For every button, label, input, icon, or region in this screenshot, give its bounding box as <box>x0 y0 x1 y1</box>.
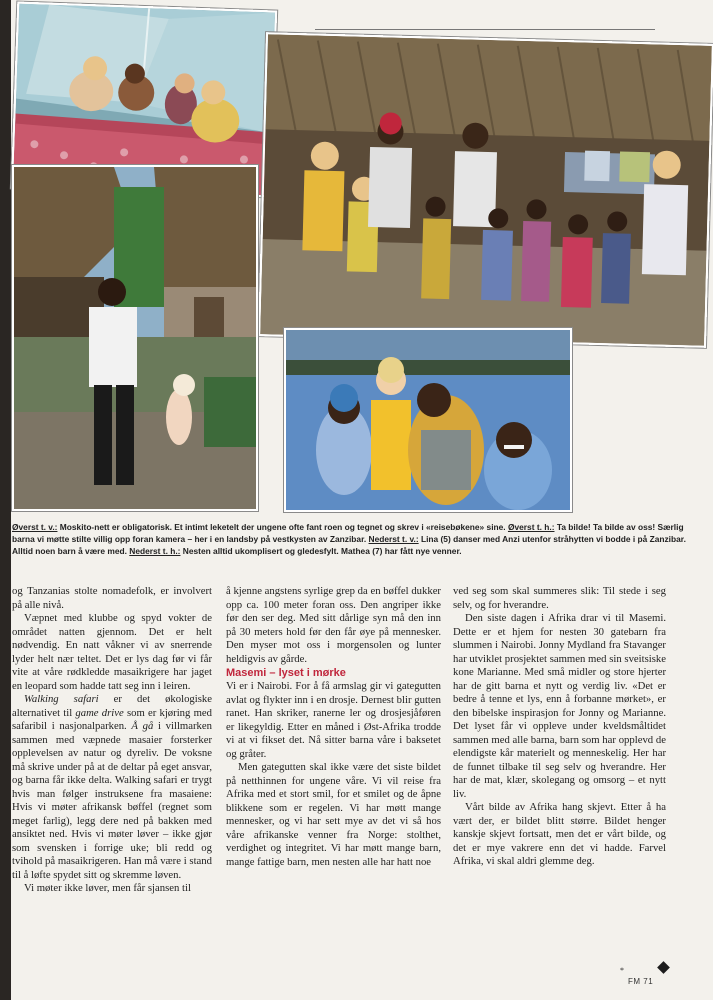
end-mark-icon <box>657 961 670 974</box>
paragraph: og Tanzanias stolte nomadefolk, er involvert på alle nivå. <box>12 585 212 611</box>
caption-label-bottom-right: Nederst t. h.: <box>129 546 181 556</box>
text: i villmarken sammen med væpnede masaier forsterker opplevelsen av natur og dyreliv. De voksne må skrive under på at de deltar på eget ansvar, og barna får ikke delta. Walking safari er trygt hvis man følger instruksene fra masaiene: Hvis vi møter afrikansk bøffel (regnet som meget farlig), legg dere ned på bakken med ansiktet ned. Hvis vi møter løver – ikke gjør som svensken i forrige uke; bli redd og tvihold på masaikrigeren. Han må være i stand til å løfte spydet sitt og skremme løven. <box>12 720 212 881</box>
paragraph: Vi møter ikke løver, men får sjansen til <box>24 882 191 894</box>
paragraph <box>12 693 212 882</box>
caption-text-bottom-left: Lina (5) danser med Anzi utenfor stråhytten vi bodde i på Zanzibar. Alltid noen barn å være med. <box>12 534 686 556</box>
caption-label-top-right: Øverst t. h.: <box>507 522 555 532</box>
emphasis: Å gå <box>131 720 154 732</box>
text-column-2 <box>226 585 441 869</box>
caption-text-top-left: Moskito-nett er obligatorisk. Et intimt leketelt der ungene ofte fant roen og tegnet og skrev i «reisebøkene» sine. <box>57 522 508 532</box>
caption-text-bottom-right: Nesten alltid ukomplisert og gledesfylt. Mathea (7) har fått nye venner. <box>180 546 462 556</box>
paragraph: Vårt bilde av Afrika hang skjevt. Etter å ha vært der, er bildet blitt større. Bildet henger kanskje skjevt fortsatt, men det er vårt bilde, og det er mye vakrere enn det vi hadde. Farvel Afrika, vi skal aldri glemme deg. <box>453 801 666 867</box>
header-rule <box>315 29 655 30</box>
photo-village <box>258 32 713 348</box>
page-folio: FM 71 <box>628 977 654 986</box>
caption-text-top-right: Ta bilde! Ta bilde av oss! Særlig barna vi møtte stilte villig opp foran kamera – her i en landsby på vestkysten av Zanzibar. <box>12 522 684 544</box>
paragraph: Den siste dagen i Afrika drar vi til Masemi. Dette er et hjem for nesten 30 gatebarn fra slummen i Nairobi. Jonny Mydland fra Stavanger har utviklet prosjektet sammen med sin sveitsiske kone Marianne. Med små midler og store hjerter har de gitt barna et nytt og verdig liv. «Det er bedre å tenne et lys, enn å forbanne mørket», er den bibelske inspirasjon for Jonny og Marianne. Det lyset får vi oppleve under kveldsmåltidet sammen med alle barna, barn som har opplevd de elendigste kår materielt og menneskelig. Her har de funnet tilbake til seg selv og hverandre. Her har de mat, klær, skolegang og omsorg – et nytt liv. <box>453 612 666 800</box>
caption-label-top-left: Øverst t. v.: <box>12 522 58 532</box>
paragraph: Men gategutten skal ikke være det siste bildet på netthinnen for ungene våre. Vi vil reise fra Afrika med et stort smil, for et smilet og de åpne blikkene som er regelen. Vi har møtt mange mennesker, og vi har sett mye av det vi så hos våre afrikanske venner fra Norge: stolthet, verdighet og integritet. Vi har møtt mange barn, mange fattige barn, men nesten alle har hatt noe <box>226 761 441 868</box>
paragraph: å kjenne angstens syrlige grep da en bøffel dukker opp ca. 100 meter foran oss. Den angriper ikke før den ser deg. Med sitt dårlige syn må den inn på 30 meters hold før den får øye på mennesker. Den myser mot oss i morgensolen og lunter heldigvis av gårde. <box>226 585 441 665</box>
photo-caption <box>12 521 704 557</box>
text-column-1 <box>12 585 212 896</box>
page-binding-edge <box>0 0 11 1000</box>
paragraph: Vi er i Nairobi. For å få armslag gir vi gategutten avlat og flykter inn i en drosje. Dernest blir gutten ranet. Han skriker, ranerne ler og drosjesjåføren er likegyldig. Etter en måned i Øst-Afrika trodde vi at vi fikset det. Nå sitter barna våre i baksetet og gråter. <box>226 680 441 760</box>
emphasis: game drive <box>75 706 124 719</box>
star-mark: * <box>620 966 624 975</box>
caption-label-bottom-left: Nederst t. v.: <box>368 534 419 544</box>
text: er det økologiske alternativet til <box>12 693 212 719</box>
photo-children <box>284 328 572 512</box>
emphasis: Walking safari <box>24 693 99 705</box>
paragraph: Væpnet med klubbe og spyd vokter de området natten gjennom. Det er helt nødvendig. En natt våkner vi av snerrende lyder helt nær teltet. Det er lys dag før vi får vite at våre rødkledde masaikrigere har jaget en leopard som hadde tatt seg inn i leiren. <box>12 612 212 692</box>
text-column-3 <box>453 585 666 869</box>
photo-dance <box>12 165 258 511</box>
text: som er kjøring med safaribil i nasjonalparken. <box>12 706 212 732</box>
subheading: Masemi – lyset i mørke <box>226 667 346 679</box>
paragraph: ved seg som skal summeres slik: Til stede i seg selv, og for hverandre. <box>453 585 666 611</box>
